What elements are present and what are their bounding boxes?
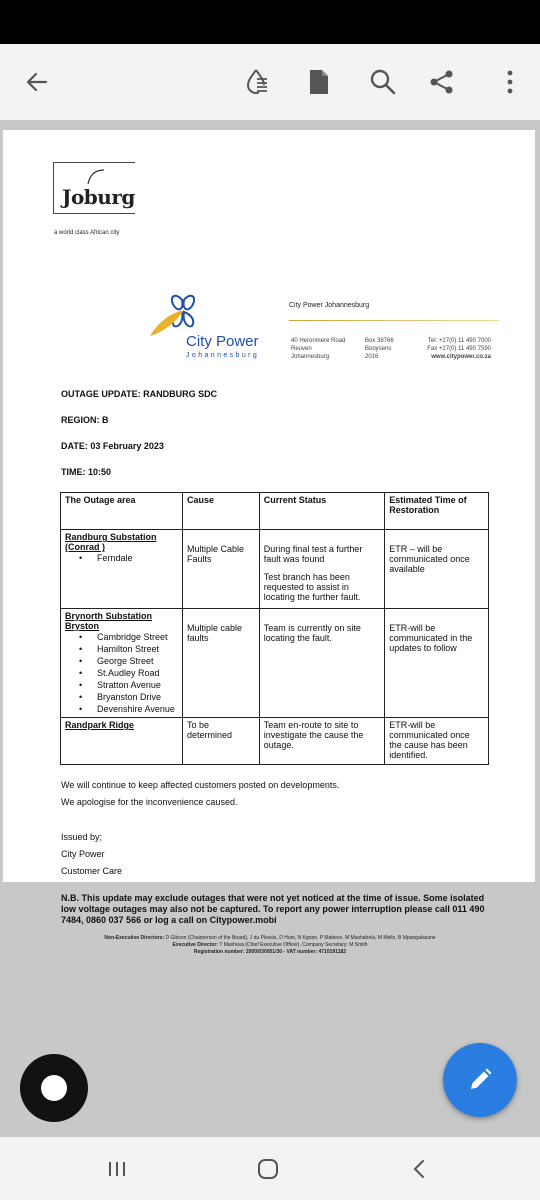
home-icon[interactable]: [248, 1149, 288, 1189]
area-list: [79, 631, 178, 715]
cause-text: Multiple cable faults: [186, 623, 242, 643]
status-cell: [259, 718, 384, 765]
status-text: Test branch has been requested to assist in locating the further fault.: [263, 572, 361, 602]
back-icon[interactable]: [400, 1149, 440, 1189]
area-title: Randpark Ridge: [65, 720, 135, 730]
column-header: Cause: [182, 493, 259, 530]
header-divider: [289, 320, 499, 321]
edit-button[interactable]: [443, 1043, 517, 1117]
list-item: • Hamilton Street: [79, 643, 178, 655]
system-nav-bar: [0, 1137, 540, 1200]
address-line: Booysens: [365, 346, 392, 352]
area-cell: [61, 609, 183, 718]
address-line: Box 38766: [365, 338, 394, 344]
issuer-line: Customer Care: [61, 866, 123, 876]
footer-non-exec: [0, 935, 540, 941]
footer-label: Executive Director:: [172, 942, 219, 948]
column-header-text: Estimated Time of Restoration: [389, 495, 467, 515]
etr-text: ETR – will be communicated once available: [389, 544, 470, 574]
etr-cell: [385, 718, 489, 765]
footer-value: T Mashava (Chief Executive Officer), Company Secretary: M Smith: [219, 942, 368, 948]
closing-text: We apologise for the inconvenience caused.: [61, 797, 238, 807]
area-cell: [61, 530, 183, 609]
table-row: [61, 530, 489, 609]
record-button[interactable]: [20, 1054, 88, 1122]
etr-text: ETR-will be communicated once the cause has been identified.: [389, 720, 470, 760]
list-item: • Cambridge Street: [79, 631, 178, 643]
company-header: City Power Johannesburg: [289, 302, 370, 309]
address-line: Reuven: [291, 346, 312, 352]
joburg-logo-text: Joburg: [62, 185, 135, 209]
app-toolbar: [0, 44, 540, 120]
etr-cell: [385, 609, 489, 718]
time-line: TIME: 10:50: [61, 467, 112, 477]
issued-by-label: Issued by;: [61, 832, 103, 842]
address-line: Fax +27(0) 11 490 7590: [427, 346, 491, 352]
footer-label: VAT number:: [286, 949, 318, 955]
nb-notice: N.B. This update may exclude outages that were not yet noticed at the time of issue. Some isolated low voltage outages may also not be captured. To report any power interruption please call 011 490 7484, 0860 037 566 or log a call on Citypower.mobi: [61, 893, 485, 925]
pencil-icon: [466, 1066, 494, 1094]
footer-label: Registration number:: [193, 949, 245, 955]
joburg-logo-mark: [86, 168, 106, 186]
document-icon[interactable]: [299, 62, 339, 102]
date-line: DATE: 03 February 2023: [61, 441, 164, 451]
footer-value: D Gibson (Chairperson of the Board), J du Plessis, D Hunt, N Kgope, P Mabece, M Mashabela, M Mello, B Mpangalasane: [165, 935, 436, 941]
cause-cell: [182, 718, 259, 765]
status-text: Team is currently on site locating the fault.: [263, 623, 361, 643]
region-line: REGION: B: [61, 415, 109, 425]
address-contact: [414, 337, 491, 361]
search-icon[interactable]: [363, 62, 403, 102]
status-bar: [0, 0, 540, 44]
footer-value: 4710191182: [318, 949, 347, 955]
footer-exec: [0, 942, 540, 948]
address-box: [365, 337, 394, 361]
city-power-logo-subtext: Johannesburg: [186, 352, 260, 359]
status-cell: [259, 609, 384, 718]
record-icon: [41, 1075, 67, 1101]
etr-text: ETR-will be communicated in the updates to follow: [389, 623, 473, 653]
cause-text: To be determined: [186, 720, 232, 740]
recent-apps-icon[interactable]: [97, 1149, 137, 1189]
area-list: [79, 552, 178, 564]
document-title: OUTAGE UPDATE: RANDBURG SDC: [61, 389, 218, 399]
area-title: Randburg Substation (Conrad ): [65, 532, 157, 552]
address-line: Johannesburg: [291, 354, 330, 360]
list-item: • Devenshire Avenue: [79, 703, 178, 715]
status-text: Team en-route to site to investigate the cause the outage.: [263, 720, 364, 750]
area-cell: [61, 718, 183, 765]
table-row: [61, 718, 489, 765]
footer-label: Non-Executive Directors:: [104, 935, 165, 941]
website-link[interactable]: www.citypower.co.za: [431, 354, 491, 360]
more-vert-icon[interactable]: [490, 62, 530, 102]
cause-text: Multiple Cable Faults: [186, 544, 244, 564]
joburg-tagline: a world class African city: [54, 230, 120, 236]
column-header: [385, 493, 489, 530]
issuer-line: City Power: [61, 849, 105, 859]
arrow-left-icon[interactable]: [17, 62, 57, 102]
share-icon[interactable]: [422, 62, 462, 102]
column-header: The Outage area: [61, 493, 183, 530]
footer-value: 2000/030051/30: [245, 949, 283, 955]
list-item: • Stratton Avenue: [79, 679, 178, 691]
list-item: • St.Audley Road: [79, 667, 178, 679]
footer-registration: Registration number: 2000/030051/30 - VAT number: 4710191182: [193, 949, 347, 955]
list-item: • Bryanston Drive: [79, 691, 178, 703]
column-header: Current Status: [259, 493, 384, 530]
cause-cell: [182, 609, 259, 718]
address-line: 2016: [365, 354, 379, 360]
etr-cell: [385, 530, 489, 609]
closing-text: We will continue to keep affected customers posted on developments.: [61, 780, 340, 790]
status-text: During final test a further fault was found: [263, 544, 363, 564]
area-title: Brynorth Substation Bryston: [65, 611, 152, 631]
cause-cell: [182, 530, 259, 609]
address-street: [291, 337, 345, 361]
list-item: • Ferndale: [79, 552, 178, 564]
list-item: • George Street: [79, 655, 178, 667]
reading-mode-icon[interactable]: [236, 62, 276, 102]
table-row: [61, 609, 489, 718]
status-cell: [259, 530, 384, 609]
city-power-logo-text: City Power: [186, 333, 259, 350]
address-line: 40 Heronmere Road: [291, 338, 346, 344]
address-line: Tel: +27(0) 11 490 7000: [427, 338, 491, 344]
outage-table: [60, 492, 489, 765]
table-header-row: [61, 493, 489, 530]
